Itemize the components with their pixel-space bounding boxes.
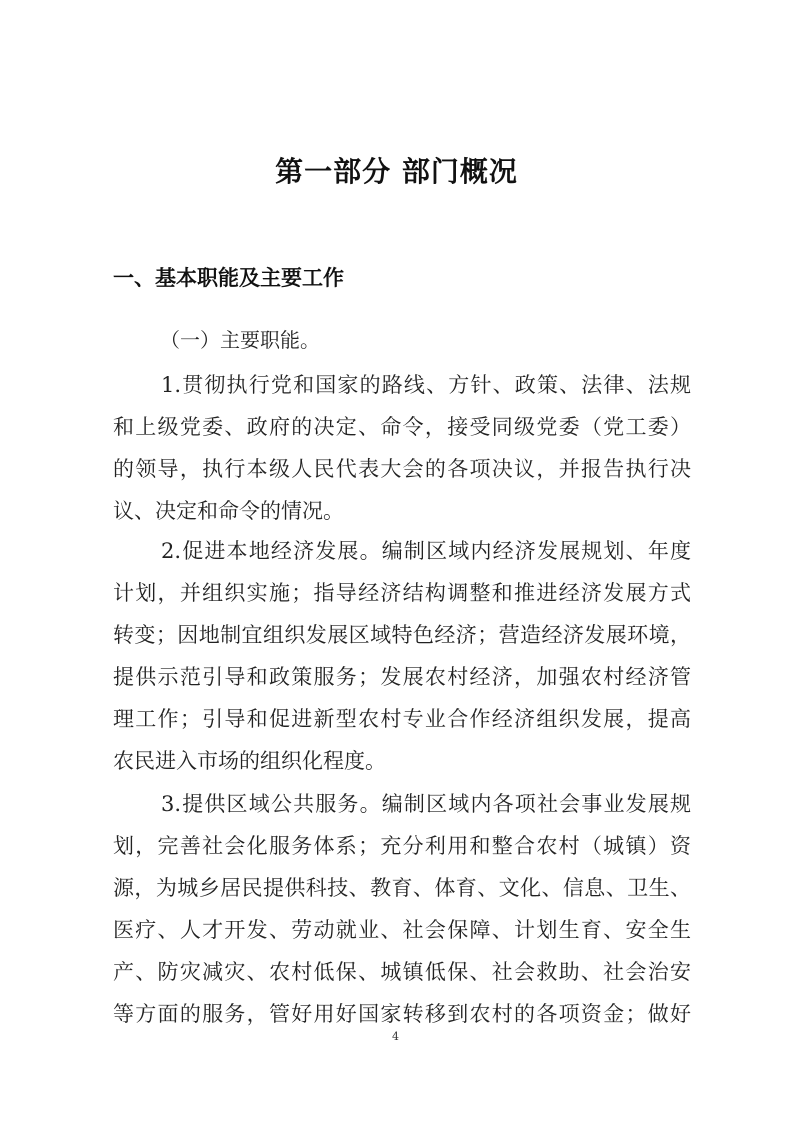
text-line: 源，为城乡居民提供科技、教育、体育、文化、信息、卫生、 (113, 876, 691, 900)
text-line: 和上级党委、政府的决定、命令，接受同级党委（党工委） (113, 415, 691, 439)
text-line: 划，完善社会化服务体系；充分利用和整合农村（城镇）资 (113, 834, 691, 858)
page-title: 第一部分 部门概况 (275, 155, 518, 188)
text-line: 理工作；引导和促进新型农村专业合作经济组织发展，提高 (113, 707, 691, 731)
text-line: 的领导，执行本级人民代表大会的各项决议，并报告执行决 (113, 457, 691, 481)
text-line: 产、防灾减灾、农村低保、城镇低保、社会救助、社会治安 (113, 960, 691, 984)
subsection-heading: （一）主要职能。 (160, 328, 320, 352)
text-line: 等方面的服务，管好用好国家转移到农村的各项资金；做好 (113, 1002, 691, 1026)
text-line: 议、决定和命令的情况。 (113, 499, 344, 523)
text-line: 医疗、人才开发、劳动就业、社会保障、计划生育、安全生 (113, 918, 691, 942)
text-line: 2.促进本地经济发展。编制区域内经济发展规划、年度 (161, 539, 691, 563)
text-line: 农民进入市场的组织化程度。 (113, 749, 386, 773)
text-line: 1.贯彻执行党和国家的路线、方针、政策、法律、法规 (161, 373, 691, 397)
text-line: 转变；因地制宜组织发展区域特色经济；营造经济发展环境， (113, 623, 691, 647)
paragraph-1 (113, 364, 691, 532)
paragraph-2 (113, 530, 691, 782)
text-line: 3.提供区域公共服务。编制区域内各项社会事业发展规 (161, 792, 691, 816)
page-number: 4 (392, 1030, 399, 1043)
section-heading: 一、基本职能及主要工作 (113, 266, 344, 290)
paragraph-3 (113, 783, 691, 1035)
text-line: 计划，并组织实施；指导经济结构调整和推进经济发展方式 (113, 581, 691, 605)
text-line: 提供示范引导和政策服务；发展农村经济，加强农村经济管 (113, 665, 691, 689)
